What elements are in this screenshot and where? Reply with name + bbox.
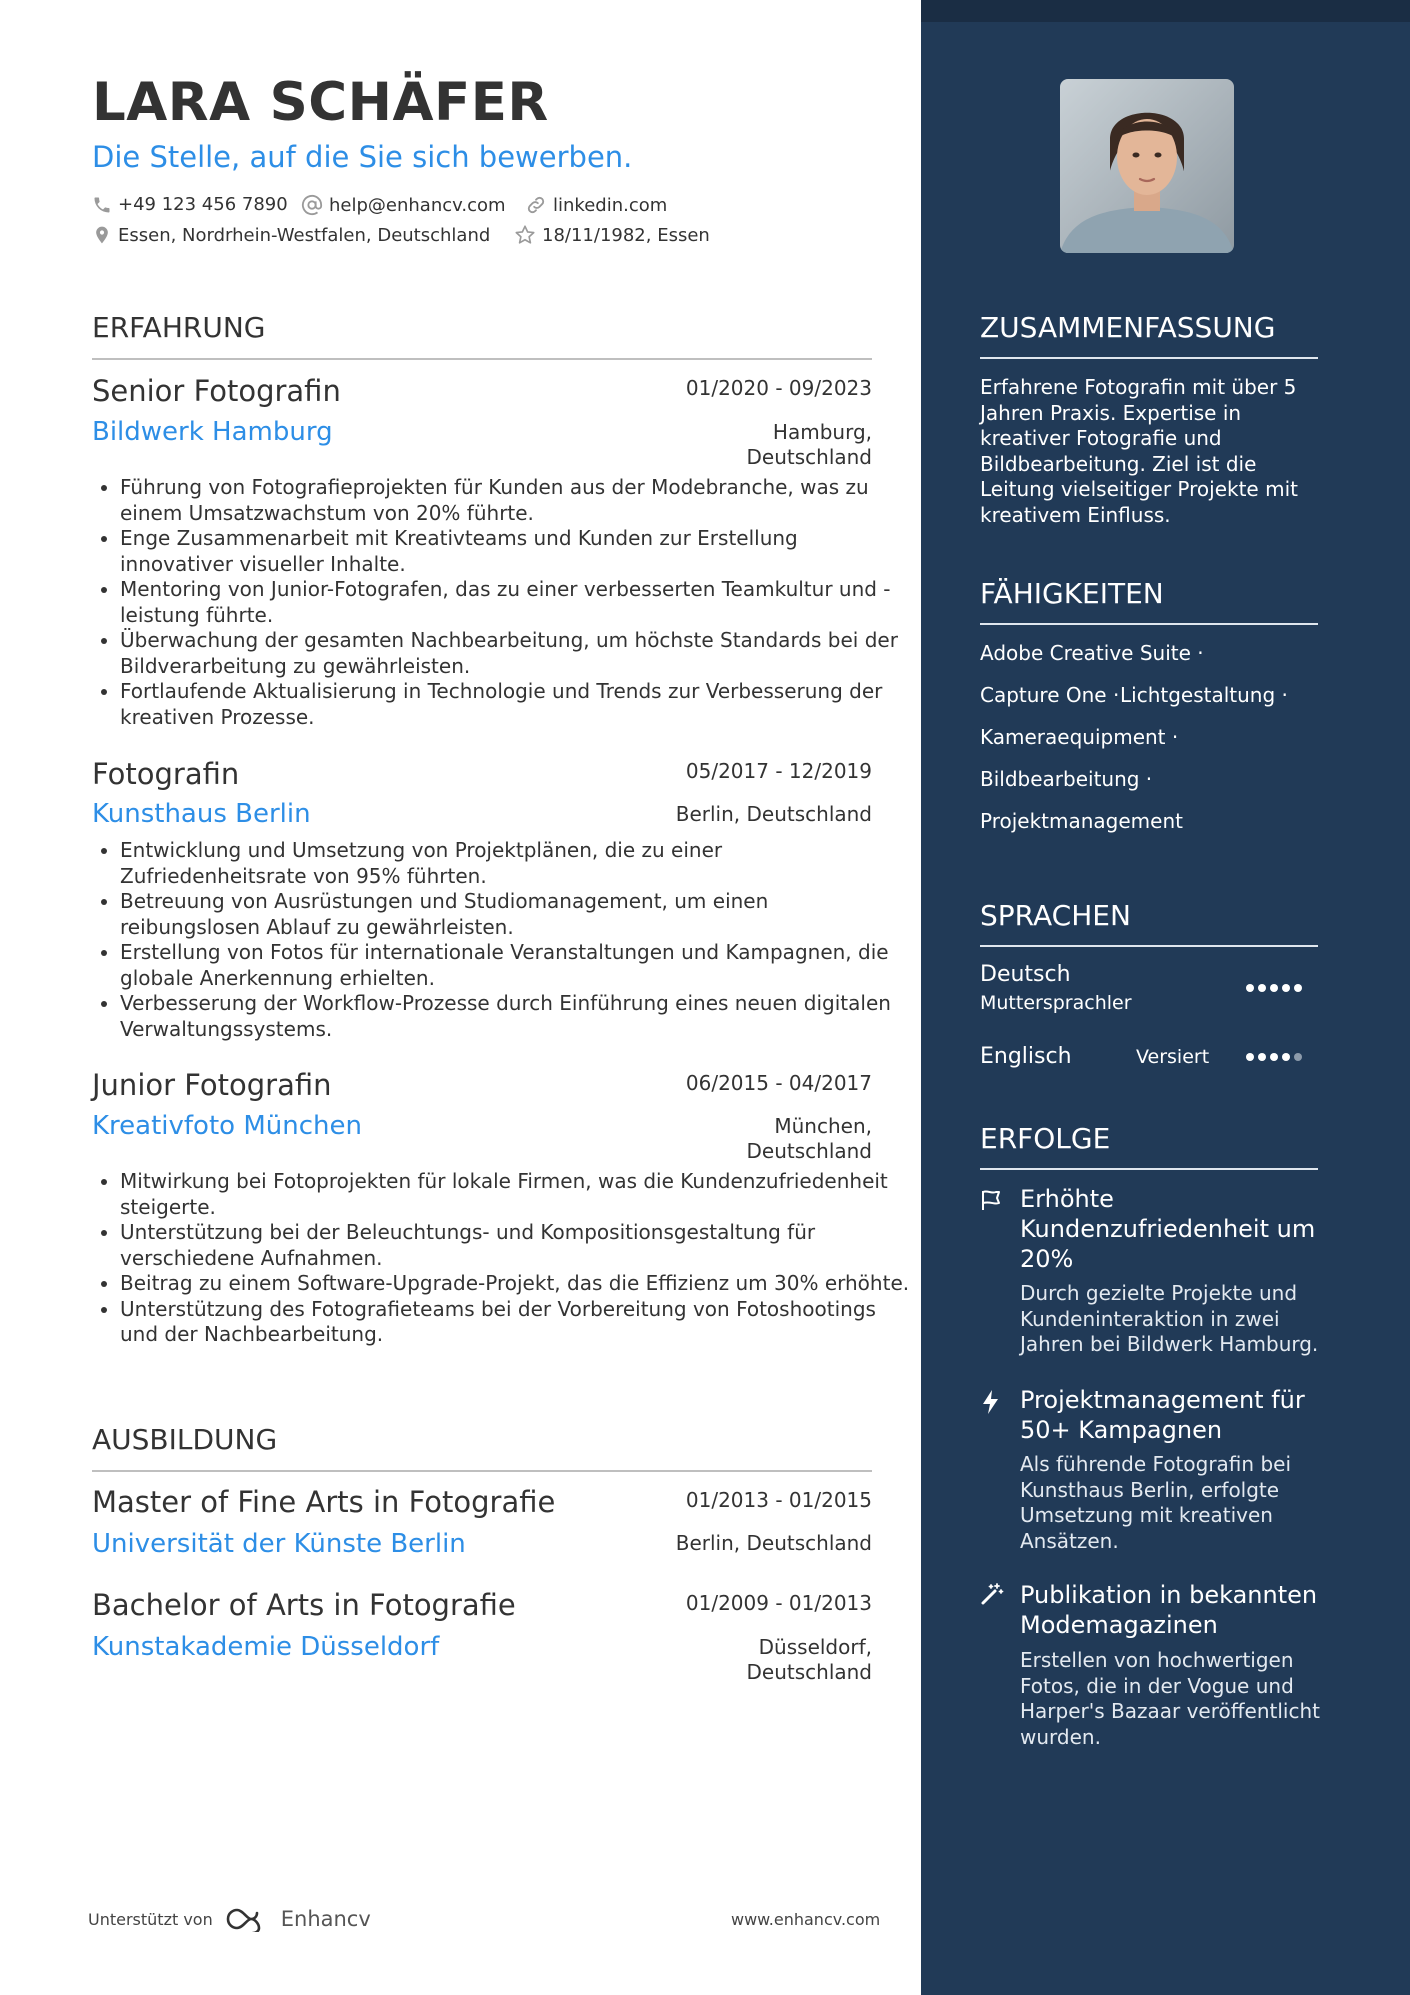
skill-label: Projektmanagement (980, 809, 1183, 833)
job-bullet: • Betreuung von Ausrüstungen und Studiomanagement, um einen reibungslosen Ablauf zu gewährleisten. (120, 889, 910, 940)
education-divider (92, 1470, 872, 1472)
phone-text: +49 123 456 7890 (118, 194, 288, 215)
website-text: linkedin.com (553, 194, 668, 216)
job-dates: 01/2020 - 09/2023 (685, 376, 872, 400)
footer-powered-by (88, 1906, 371, 1932)
phone-icon (92, 195, 112, 215)
skill-item (980, 809, 1183, 833)
rating-dot-filled (1258, 984, 1266, 992)
candidate-name: LARA SCHÄFER (92, 72, 549, 133)
language-rating (1246, 984, 1302, 992)
job-bullet: • Entwicklung und Umsetzung von Projektplänen, die zu einer Zufriedenheitsrate von 95% führten. (120, 838, 910, 889)
job-location (747, 420, 873, 470)
skill-item: Bildbearbeitung · (980, 767, 1153, 791)
experience-divider (92, 358, 872, 360)
location-pin-icon (92, 224, 112, 246)
powered-by-text: Unterstützt von (88, 1909, 213, 1929)
school-location-line: Berlin, Deutschland (675, 1531, 872, 1555)
language-level: Muttersprachler (980, 992, 1132, 1014)
job-bullet: • Erstellung von Fotos für internationale Veranstaltungen und Kampagnen, die globale Anerkennung erhielten. (120, 940, 910, 991)
language-name: Englisch (980, 1044, 1072, 1069)
summary-heading: ZUSAMMENFASSUNG (980, 311, 1276, 344)
job-dates: 05/2017 - 12/2019 (685, 759, 872, 783)
achievement-title: Publikation in bekannten Modemagazinen (1020, 1581, 1318, 1639)
job-location (676, 802, 872, 827)
job-bullet: • Fortlaufende Aktualisierung in Technologie und Trends zur Verbesserung der kreativen Prozesse. (120, 679, 910, 730)
school-location (747, 1635, 873, 1685)
contact-location (92, 224, 490, 246)
contact-website[interactable] (525, 194, 667, 216)
job-bullet: • Unterstützung bei der Beleuchtungs- und Kompositionsgestaltung für verschiedene Aufnahmen. (120, 1220, 910, 1271)
birth-text: 18/11/1982, Essen (542, 224, 710, 246)
magic-wand-icon (980, 1582, 1004, 1606)
profile-photo-image (1060, 79, 1234, 253)
skill-label: Lichtgestaltung (1120, 683, 1276, 707)
job-location-line: Hamburg, (772, 420, 872, 444)
footer-url[interactable]: www.enhancv.com (731, 1910, 881, 1929)
job-company: Bildwerk Hamburg (92, 417, 333, 447)
job-title: Senior Fotografin (92, 374, 341, 408)
school-name: Universität der Künste Berlin (92, 1529, 466, 1559)
job-bullet: • Mentoring von Junior-Fotografen, das zu einer verbesserten Teamkultur und -leistung führte. (120, 577, 910, 628)
job-title: Fotografin (92, 757, 240, 791)
achievement-title: Erhöhte Kundenzufriedenheit um 20% (1020, 1185, 1316, 1273)
skill-item: Lichtgestaltung · (1120, 683, 1288, 707)
profile-photo (1060, 79, 1234, 253)
degree-dates: 01/2009 - 01/2013 (685, 1591, 872, 1615)
job-location-line: Deutschland (746, 445, 872, 469)
job-bullet: • Überwachung der gesamten Nachbearbeitung, um höchste Standards bei der Bildverarbeitung zu gewährleisten. (120, 628, 910, 679)
skill-item: Kameraequipment · (980, 725, 1179, 749)
languages-divider (980, 945, 1318, 947)
rating-dot-filled (1258, 1053, 1266, 1061)
skill-label: Adobe Creative Suite (980, 641, 1191, 665)
flag-icon (980, 1189, 1004, 1211)
job-location (747, 1114, 873, 1164)
footer-brand: Enhancv (280, 1907, 371, 1931)
job-title: Junior Fotografin (92, 1068, 332, 1102)
experience-heading: ERFAHRUNG (92, 311, 266, 344)
degree-dates: 01/2013 - 01/2015 (685, 1488, 872, 1512)
email-text: help@enhancv.com (329, 194, 506, 216)
summary-text: Erfahrene Fotografin mit über 5 Jahren Praxis. Expertise in kreativer Fotografie und Bildbearbeitung. Ziel ist die Leitung vielseitiger Projekte mit kreativem Einfluss. (980, 375, 1298, 527)
degree-title: Master of Fine Arts in Fotografie (92, 1485, 556, 1519)
job-bullet: • Beitrag zu einem Software-Upgrade-Projekt, das die Effizienz um 30% erhöhte. (120, 1271, 910, 1297)
job-bullets (92, 475, 910, 730)
skill-item: Capture One · (980, 683, 1120, 707)
skills-heading: FÄHIGKEITEN (980, 577, 1164, 610)
bolt-icon (980, 1389, 1002, 1415)
language-name: Deutsch (980, 962, 1071, 987)
achievement-desc: Durch gezielte Projekte und Kundeninteraktion in zwei Jahren bei Bildwerk Hamburg. (1020, 1281, 1319, 1356)
school-location-line: Düsseldorf, (758, 1635, 872, 1659)
sidebar-top-bar (921, 0, 1410, 22)
school-name: Kunstakademie Düsseldorf (92, 1632, 440, 1662)
job-location-line: München, (774, 1114, 872, 1138)
contact-phone (92, 194, 288, 215)
rating-dot-filled (1246, 984, 1254, 992)
achievement-title: Projektmanagement für 50+ Kampagnen (1020, 1386, 1305, 1444)
rating-dot-filled (1270, 984, 1278, 992)
link-icon (525, 194, 547, 216)
rating-dot-filled (1246, 1053, 1254, 1061)
location-text: Essen, Nordrhein-Westfalen, Deutschland (118, 224, 491, 246)
contact-birth (514, 224, 710, 246)
summary-divider (980, 357, 1318, 359)
school-location-line: Deutschland (746, 1660, 872, 1684)
achievements-divider (980, 1168, 1318, 1170)
star-icon (514, 224, 536, 246)
rating-dot-filled (1282, 984, 1290, 992)
contact-email[interactable] (301, 194, 506, 216)
at-icon (301, 194, 323, 216)
job-company: Kreativfoto München (92, 1111, 362, 1141)
job-location-line: Berlin, Deutschland (675, 802, 872, 826)
job-bullet: • Enge Zusammenarbeit mit Kreativteams und Kunden zur Erstellung innovativer visueller Inhalte. (120, 526, 910, 577)
rating-dot-empty (1294, 1053, 1302, 1061)
skill-label: Bildbearbeitung (980, 767, 1140, 791)
rating-dot-filled (1270, 1053, 1278, 1061)
job-location-line: Deutschland (746, 1139, 872, 1163)
school-location (676, 1531, 872, 1556)
job-bullet: • Unterstützung des Fotografieteams bei der Vorbereitung von Fotoshootings und der Nachbearbeitung. (120, 1297, 910, 1348)
job-bullets (92, 1169, 910, 1348)
achievements-heading: ERFOLGE (980, 1122, 1111, 1155)
skills-divider (980, 623, 1318, 625)
skill-item: Adobe Creative Suite · (980, 641, 1204, 665)
education-heading: AUSBILDUNG (92, 1423, 278, 1456)
job-bullet: • Mitwirkung bei Fotoprojekten für lokale Firmen, was die Kundenzufriedenheit steigerte. (120, 1169, 910, 1220)
language-level: Versiert (1136, 1046, 1210, 1068)
rating-dot-filled (1282, 1053, 1290, 1061)
job-dates: 06/2015 - 04/2017 (685, 1071, 872, 1095)
achievement-desc: Erstellen von hochwertigen Fotos, die in der Vogue und Harper's Bazaar veröffentlicht wurden. (1020, 1648, 1320, 1749)
languages-heading: SPRACHEN (980, 899, 1131, 932)
rating-dot-filled (1294, 984, 1302, 992)
job-company: Kunsthaus Berlin (92, 799, 311, 829)
skill-label: Kameraequipment (980, 725, 1166, 749)
language-rating (1246, 1053, 1302, 1061)
achievement-desc: Als führende Fotografin bei Kunsthaus Berlin, erfolgte Umsetzung mit kreativen Ansätzen. (1020, 1452, 1291, 1553)
degree-title: Bachelor of Arts in Fotografie (92, 1588, 516, 1622)
headline: Die Stelle, auf die Sie sich bewerben. (92, 140, 633, 174)
job-bullet: • Führung von Fotografieprojekten für Kunden aus der Modebranche, was zu einem Umsatzwachstum von 20% führte. (120, 475, 910, 526)
enhancv-logo-icon (225, 1906, 273, 1932)
skill-label: Capture One (980, 683, 1107, 707)
job-bullets (92, 838, 910, 1042)
job-bullet: • Verbesserung der Workflow-Prozesse durch Einführung eines neuen digitalen Verwaltungssystems. (120, 991, 910, 1042)
